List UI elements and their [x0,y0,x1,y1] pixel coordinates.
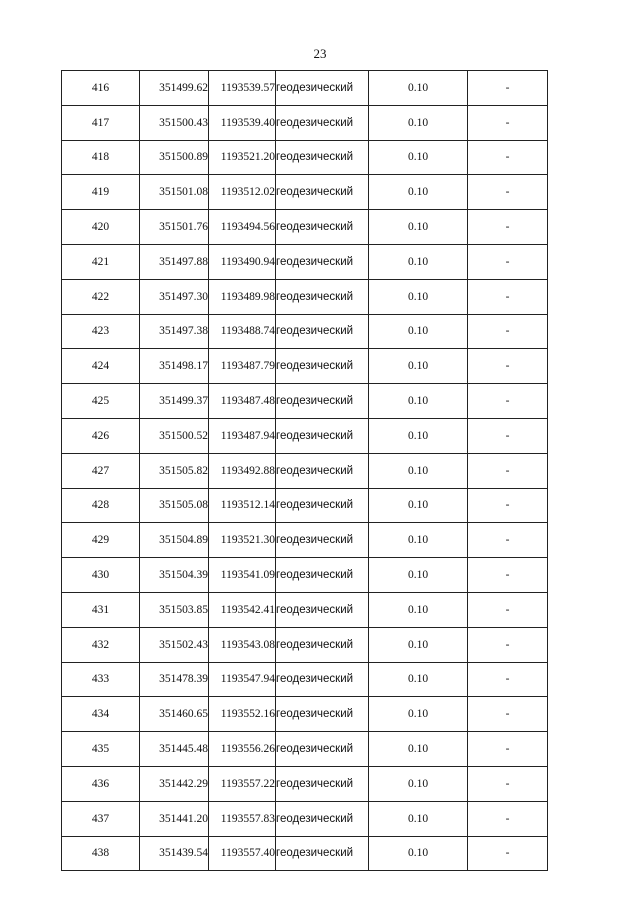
x-coordinate-cell: 351442.29 [140,766,209,801]
description-cell: - [468,140,548,175]
x-coordinate-cell: 351498.17 [140,349,209,384]
accuracy-cell: 0.10 [369,592,468,627]
accuracy-cell: 0.10 [369,836,468,871]
y-coordinate-cell: 1193552.16 [209,697,276,732]
table-row [62,836,548,871]
y-coordinate-cell: 1193487.48 [209,384,276,419]
accuracy-cell: 0.10 [369,801,468,836]
description-cell: - [468,384,548,419]
accuracy-cell: 0.10 [369,662,468,697]
description-cell: - [468,523,548,558]
method-cell: геодезический [276,488,369,523]
x-coordinate-cell: 351504.89 [140,523,209,558]
page-number: 23 [313,46,327,61]
table-row [62,523,548,558]
description-cell: - [468,558,548,593]
x-coordinate-cell: 351502.43 [140,627,209,662]
x-coordinate-cell: 351439.54 [140,836,209,871]
method-cell: геодезический [276,836,369,871]
x-coordinate-cell: 351445.48 [140,732,209,767]
point-number-cell: 424 [62,349,140,384]
point-number-cell: 420 [62,210,140,245]
table-row [62,697,548,732]
x-coordinate-cell: 351505.08 [140,488,209,523]
y-coordinate-cell: 1193521.20 [209,140,276,175]
point-number-cell: 428 [62,488,140,523]
accuracy-cell: 0.10 [369,697,468,732]
table-row [62,418,548,453]
method-cell: геодезический [276,244,369,279]
description-cell: - [468,592,548,627]
table-row [62,244,548,279]
accuracy-cell: 0.10 [369,418,468,453]
method-cell: геодезический [276,732,369,767]
x-coordinate-cell: 351497.88 [140,244,209,279]
accuracy-cell: 0.10 [369,279,468,314]
table-row [62,140,548,175]
description-cell: - [468,801,548,836]
y-coordinate-cell: 1193494.56 [209,210,276,245]
table-row [62,71,548,106]
method-cell: геодезический [276,627,369,662]
y-coordinate-cell: 1193542.41 [209,592,276,627]
accuracy-cell: 0.10 [369,71,468,106]
description-cell: - [468,627,548,662]
point-number-cell: 436 [62,766,140,801]
accuracy-cell: 0.10 [369,349,468,384]
table-row [62,592,548,627]
description-cell: - [468,210,548,245]
x-coordinate-cell: 351497.38 [140,314,209,349]
x-coordinate-cell: 351478.39 [140,662,209,697]
accuracy-cell: 0.10 [369,558,468,593]
description-cell: - [468,766,548,801]
y-coordinate-cell: 1193521.30 [209,523,276,558]
point-number-cell: 418 [62,140,140,175]
coordinates-table-body [62,71,548,871]
table-row [62,662,548,697]
x-coordinate-cell: 351504.39 [140,558,209,593]
y-coordinate-cell: 1193557.22 [209,766,276,801]
table-row [62,314,548,349]
description-cell: - [468,71,548,106]
table-row [62,105,548,140]
method-cell: геодезический [276,175,369,210]
table-row [62,732,548,767]
x-coordinate-cell: 351503.85 [140,592,209,627]
x-coordinate-cell: 351500.89 [140,140,209,175]
method-cell: геодезический [276,140,369,175]
description-cell: - [468,453,548,488]
description-cell: - [468,175,548,210]
y-coordinate-cell: 1193547.94 [209,662,276,697]
y-coordinate-cell: 1193512.02 [209,175,276,210]
method-cell: геодезический [276,384,369,419]
point-number-cell: 433 [62,662,140,697]
table-row [62,349,548,384]
x-coordinate-cell: 351501.76 [140,210,209,245]
y-coordinate-cell: 1193539.40 [209,105,276,140]
method-cell: геодезический [276,453,369,488]
point-number-cell: 437 [62,801,140,836]
y-coordinate-cell: 1193488.74 [209,314,276,349]
table-row [62,384,548,419]
accuracy-cell: 0.10 [369,523,468,558]
point-number-cell: 421 [62,244,140,279]
point-number-cell: 431 [62,592,140,627]
accuracy-cell: 0.10 [369,384,468,419]
point-number-cell: 427 [62,453,140,488]
description-cell: - [468,105,548,140]
accuracy-cell: 0.10 [369,244,468,279]
table-row [62,488,548,523]
accuracy-cell: 0.10 [369,175,468,210]
x-coordinate-cell: 351497.30 [140,279,209,314]
x-coordinate-cell: 351500.43 [140,105,209,140]
accuracy-cell: 0.10 [369,453,468,488]
x-coordinate-cell: 351441.20 [140,801,209,836]
point-number-cell: 430 [62,558,140,593]
x-coordinate-cell: 351499.62 [140,71,209,106]
method-cell: геодезический [276,105,369,140]
method-cell: геодезический [276,349,369,384]
description-cell: - [468,697,548,732]
method-cell: геодезический [276,801,369,836]
method-cell: геодезический [276,662,369,697]
method-cell: геодезический [276,279,369,314]
method-cell: геодезический [276,314,369,349]
point-number-cell: 429 [62,523,140,558]
table-row [62,210,548,245]
point-number-cell: 432 [62,627,140,662]
table-row [62,558,548,593]
description-cell: - [468,418,548,453]
accuracy-cell: 0.10 [369,314,468,349]
point-number-cell: 416 [62,71,140,106]
description-cell: - [468,836,548,871]
y-coordinate-cell: 1193487.79 [209,349,276,384]
accuracy-cell: 0.10 [369,210,468,245]
description-cell: - [468,488,548,523]
method-cell: геодезический [276,592,369,627]
description-cell: - [468,244,548,279]
accuracy-cell: 0.10 [369,105,468,140]
y-coordinate-cell: 1193539.57 [209,71,276,106]
point-number-cell: 438 [62,836,140,871]
y-coordinate-cell: 1193556.26 [209,732,276,767]
method-cell: геодезический [276,523,369,558]
method-cell: геодезический [276,210,369,245]
accuracy-cell: 0.10 [369,766,468,801]
point-number-cell: 422 [62,279,140,314]
description-cell: - [468,349,548,384]
table-row [62,766,548,801]
table-row [62,175,548,210]
y-coordinate-cell: 1193512.14 [209,488,276,523]
y-coordinate-cell: 1193487.94 [209,418,276,453]
description-cell: - [468,732,548,767]
point-number-cell: 435 [62,732,140,767]
table-row [62,627,548,662]
y-coordinate-cell: 1193557.40 [209,836,276,871]
accuracy-cell: 0.10 [369,488,468,523]
accuracy-cell: 0.10 [369,627,468,662]
x-coordinate-cell: 351499.37 [140,384,209,419]
accuracy-cell: 0.10 [369,140,468,175]
description-cell: - [468,662,548,697]
y-coordinate-cell: 1193557.83 [209,801,276,836]
point-number-cell: 425 [62,384,140,419]
x-coordinate-cell: 351500.52 [140,418,209,453]
coordinates-table [61,70,548,871]
x-coordinate-cell: 351460.65 [140,697,209,732]
description-cell: - [468,279,548,314]
y-coordinate-cell: 1193492.88 [209,453,276,488]
y-coordinate-cell: 1193490.94 [209,244,276,279]
point-number-cell: 423 [62,314,140,349]
method-cell: геодезический [276,697,369,732]
accuracy-cell: 0.10 [369,732,468,767]
method-cell: геодезический [276,418,369,453]
method-cell: геодезический [276,766,369,801]
method-cell: геодезический [276,71,369,106]
x-coordinate-cell: 351501.08 [140,175,209,210]
point-number-cell: 434 [62,697,140,732]
x-coordinate-cell: 351505.82 [140,453,209,488]
point-number-cell: 426 [62,418,140,453]
table-row [62,801,548,836]
table-row [62,279,548,314]
description-cell: - [468,314,548,349]
point-number-cell: 419 [62,175,140,210]
point-number-cell: 417 [62,105,140,140]
table-row [62,453,548,488]
y-coordinate-cell: 1193543.08 [209,627,276,662]
y-coordinate-cell: 1193489.98 [209,279,276,314]
y-coordinate-cell: 1193541.09 [209,558,276,593]
method-cell: геодезический [276,558,369,593]
